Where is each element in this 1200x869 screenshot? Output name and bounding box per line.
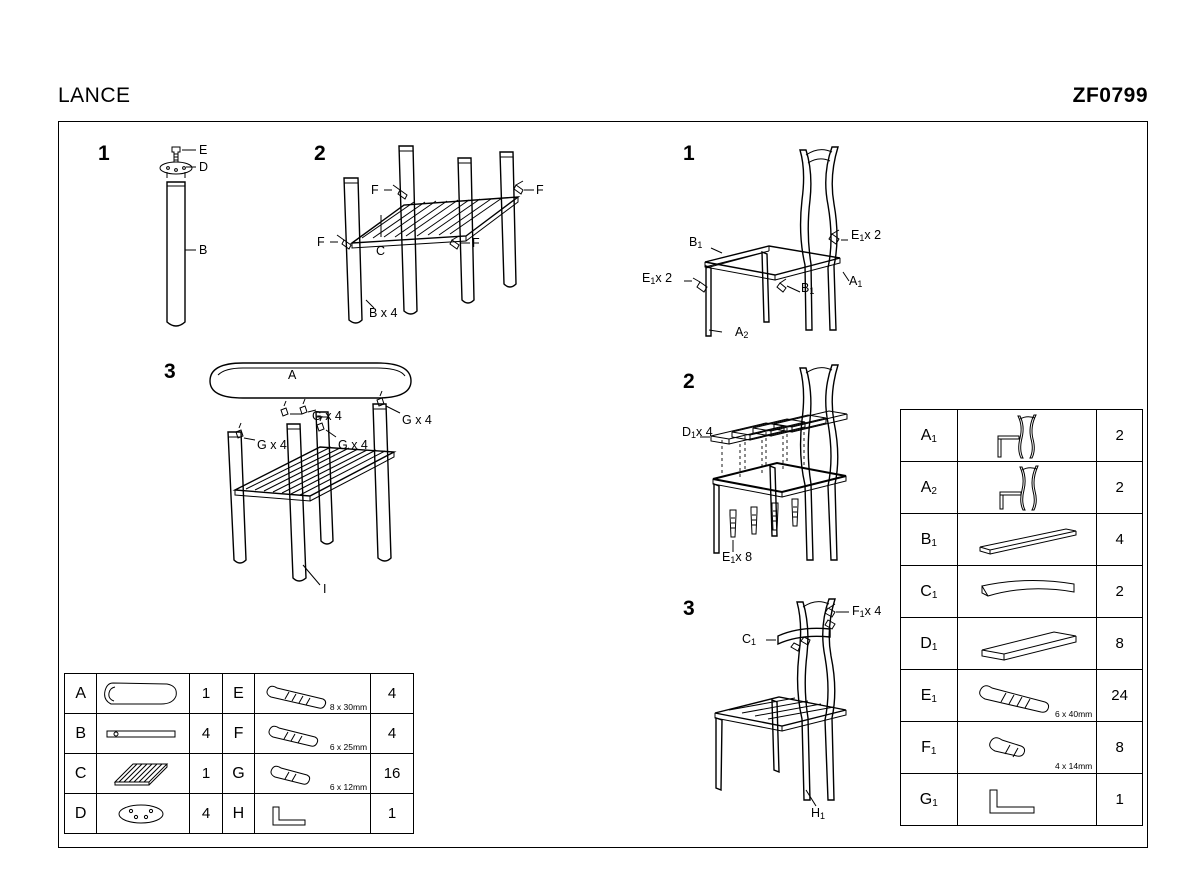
part-icon-seat-slat: [957, 618, 1097, 670]
part-qty: 4: [190, 794, 222, 834]
chair-step-2-number: 2: [683, 370, 695, 393]
part-code: G: [222, 754, 254, 794]
part-icon-allen-key: [255, 794, 371, 834]
table-row: [901, 618, 1143, 670]
table-row: [901, 774, 1143, 826]
label-table-G-1: G x 4: [312, 409, 342, 423]
chair-step2-drawing: [700, 365, 847, 560]
part-code: $E_1$: [901, 670, 958, 722]
label-chair-A1: $A_1$: [849, 274, 863, 289]
table-row: [901, 566, 1143, 618]
label-chair-F1: $F_1x$ 4: [852, 604, 882, 619]
table-step1-drawing: [160, 147, 196, 326]
part-icon-screw-long: [957, 670, 1097, 722]
chair-step-3-number: 3: [683, 597, 695, 620]
model-code: ZF0799: [1072, 84, 1148, 107]
parts-table-right: [900, 409, 1143, 826]
part-icon-screw-long: [255, 674, 371, 714]
chair-step1-drawing: [684, 147, 849, 336]
part-icon-chair-front-frame: [957, 462, 1097, 514]
part-icon-rail: [957, 514, 1097, 566]
label-chair-E1-step2: $E_1x$ 8: [722, 550, 753, 565]
chair-step3-drawing: [715, 599, 849, 806]
part-code: B: [65, 714, 97, 754]
table-row: [65, 714, 414, 754]
label-table-G-3: G x 4: [257, 438, 287, 452]
label-chair-E1-left: $E_1x$ 2: [642, 271, 673, 286]
part-icon-table-leg: [97, 714, 190, 754]
page-title: LANCE: [58, 84, 131, 107]
label-table-G-2: G x 4: [402, 413, 432, 427]
label-chair-H1: $H_1$: [811, 806, 826, 821]
label-table-F-left: F: [317, 235, 325, 249]
part-qty: 4: [371, 674, 414, 714]
part-code: D: [65, 794, 97, 834]
part-code: $A_2$: [901, 462, 958, 514]
label-table-Bx4: B x 4: [369, 306, 398, 320]
label-table-F-mid: F: [472, 236, 480, 250]
table-row: [901, 722, 1143, 774]
part-icon-table-top: [97, 674, 190, 714]
part-icon-mounting-plate: [97, 794, 190, 834]
part-dimension: 4 x 14mm: [1054, 761, 1093, 771]
part-code: A: [65, 674, 97, 714]
table-step-3-number: 3: [164, 360, 176, 383]
part-qty: 1: [190, 754, 222, 794]
part-qty: 4: [1097, 514, 1143, 566]
part-icon-allen-key: [957, 774, 1097, 826]
label-chair-B1-top: $B_1$: [689, 235, 703, 250]
table-row: [65, 754, 414, 794]
part-qty: 1: [1097, 774, 1143, 826]
table-step2-drawing: [330, 146, 534, 323]
table-row: [901, 410, 1143, 462]
part-qty: 24: [1097, 670, 1143, 722]
label-chair-A2: $A_2$: [735, 325, 749, 340]
part-code: $B_1$: [901, 514, 958, 566]
label-chair-E1-right: $E_1x$ 2: [851, 228, 882, 243]
label-table-A: A: [288, 368, 297, 382]
table-step-1-number: 1: [98, 142, 110, 165]
part-dimension: 6 x 25mm: [329, 742, 368, 752]
part-dimension: 6 x 40mm: [1054, 709, 1093, 719]
table-row: [901, 670, 1143, 722]
label-table-F-top: F: [371, 183, 379, 197]
chair-step-1-number: 1: [683, 142, 695, 165]
table-step-2-number: 2: [314, 142, 326, 165]
label-chair-D1: $D_1x$ 4: [682, 425, 713, 440]
part-dimension: 8 x 30mm: [329, 702, 368, 712]
part-icon-screw-short: [255, 754, 371, 794]
part-code: F: [222, 714, 254, 754]
label-table-C: C: [376, 244, 386, 258]
part-icon-shelf-slats: [97, 754, 190, 794]
part-code: E: [222, 674, 254, 714]
label-table-B: B: [199, 243, 208, 257]
part-qty: 8: [1097, 618, 1143, 670]
label-table-G-4: G x 4: [338, 438, 368, 452]
label-table-E: E: [199, 143, 208, 157]
part-qty: 4: [190, 714, 222, 754]
label-table-I: I: [323, 582, 327, 596]
part-icon-screw-medium: [255, 714, 371, 754]
part-qty: 1: [371, 794, 414, 834]
part-code: H: [222, 794, 254, 834]
label-table-D: D: [199, 160, 209, 174]
part-qty: 1: [190, 674, 222, 714]
part-code: $C_1$: [901, 566, 958, 618]
part-qty: 2: [1097, 462, 1143, 514]
label-chair-C1: $C_1$: [742, 632, 757, 647]
table-step3-drawing: [210, 363, 411, 585]
part-code: $A_1$: [901, 410, 958, 462]
label-table-F-right: F: [536, 183, 544, 197]
part-qty: 4: [371, 714, 414, 754]
part-qty: 2: [1097, 410, 1143, 462]
parts-table-left: [64, 673, 414, 834]
part-code: $D_1$: [901, 618, 958, 670]
part-qty: 2: [1097, 566, 1143, 618]
part-dimension: 6 x 12mm: [329, 782, 368, 792]
label-chair-B1-mid: $B_1$: [801, 281, 815, 296]
part-qty: 8: [1097, 722, 1143, 774]
part-code: $F_1$: [901, 722, 958, 774]
part-icon-chair-back-frame: [957, 410, 1097, 462]
part-code: C: [65, 754, 97, 794]
part-code: $G_1$: [901, 774, 958, 826]
table-row: [901, 514, 1143, 566]
part-icon-curved-slat: [957, 566, 1097, 618]
table-row: [65, 674, 414, 714]
part-icon-screw-short: [957, 722, 1097, 774]
part-qty: 16: [371, 754, 414, 794]
table-row: [901, 462, 1143, 514]
table-row: [65, 794, 414, 834]
